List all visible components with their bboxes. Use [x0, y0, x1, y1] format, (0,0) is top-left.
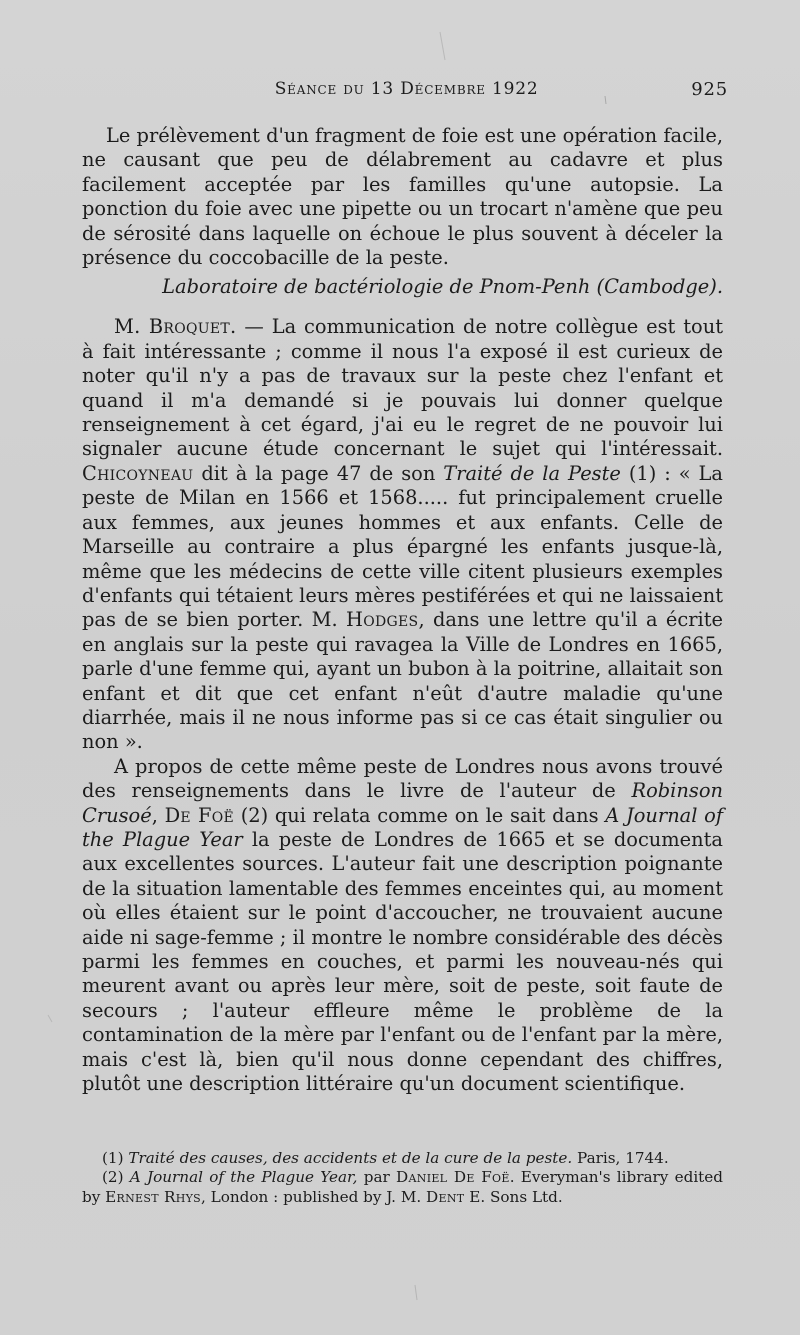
footnote-editor: Ernest Rhys	[105, 1187, 201, 1206]
text-run: dit à la page 47 de son	[193, 461, 444, 485]
text-run: (2) qui relata comme on le sait dans	[234, 803, 606, 827]
footnote-1	[82, 1149, 723, 1168]
footnotes	[82, 1149, 723, 1207]
footnote-publisher: Dent	[426, 1187, 465, 1206]
footnote-text: E. Sons Ltd.	[464, 1187, 563, 1206]
text-run: ,	[151, 803, 165, 827]
author-defoe: De Foë	[164, 803, 234, 827]
book-title-traite: Traité de la Peste	[443, 461, 621, 485]
footnote-text: . Everyman's library edited by	[82, 1168, 723, 1206]
text-run: , dans une lettre qu'il a écrite en anglais sur la peste qui ravagea la Ville de Londres en 1665, parle d'une femme qui, ayant un bubon à la poitrine, allaitait son enfant et dit que cet enfant n'eût d'autre maladie qu'une diarrhée, mais il ne nous informe pas si ce cas était singulier ou non ».	[82, 608, 723, 754]
footnote-text: Paris, 1744.	[572, 1149, 669, 1167]
page-number: 925	[691, 78, 728, 100]
running-header	[82, 77, 728, 101]
text-run: A propos de cette même peste de Londres nous avons trouvé des renseignements dans le livre de l'auteur de	[82, 754, 723, 803]
footnote-title: Traité des causes, des accidents et de la cure de la peste.	[128, 1149, 573, 1167]
text-run: — La communication de notre collègue est tout à fait intéressante ; comme il nous l'a exposé il est curieux de noter qu'il n'y a pas de travaux sur la peste chez l'enfant et quand il m'a demandé si je pouvais lui donner quelque renseignement à cet égard, j'ai eu le regret de ne pouvoir lui signaler aucune étude concernant le sujet qui l'intéressait.	[82, 315, 724, 461]
author-hodges: Hodges	[346, 608, 419, 632]
laboratory-signature: Laboratoire de bactériologie de Pnom-Penh (Cambodge).	[162, 275, 723, 299]
footnote-number: (2)	[102, 1168, 130, 1187]
running-title: Séance du 13 Décembre 1922	[274, 79, 539, 99]
footnote-author: Daniel De Foë	[396, 1168, 510, 1187]
book-title-robinson: Robinson Crusoé	[82, 779, 723, 827]
speaker-name: M. Broquet.	[114, 315, 237, 339]
author-chicoyneau: Chicoyneau	[82, 461, 194, 485]
main-text	[82, 124, 723, 1096]
text-run: la peste de Londres de 1665 et se documenta aux excellentes sources. L'auteur fait une description poignante de la situation lamentable des femmes enceintes qui, au moment où elles étaient sur le point d'accoucher, ne trouvaient aucune aide ni sage-femme ; il montre le nombre considérable des décès parmi les femmes en couches, et parmi les nouveau-nés qui meurent avant ou après leur mère, soit de peste, soit faute de secours ; l'auteur effleure même le problème de la contamination de la mère par l'enfant ou de l'enfant par la mère, mais c'est là, bien qu'il nous donne cependant des chiffres, plutôt une description littéraire qu'un document scientifique.	[82, 827, 723, 1096]
footnote-text: par	[357, 1168, 397, 1187]
paragraph-broquet	[82, 315, 723, 754]
footnote-2	[82, 1168, 723, 1207]
text-run: (1) : « La peste de Milan en 1566 et 1568..... fut principalement cruelle aux femmes, aux jeunes hommes et aux enfants. Celle de Marseille au contraire a plus épargné les enfants jusque-là, même que les médecins de cette ville citent plusieurs exemples d'enfants qui tétaient leurs mères pestiférées et qui ne laissaient pas de se bien porter. M.	[82, 461, 723, 632]
paragraph-london-plague	[82, 755, 723, 1097]
paragraph-liver-sampling: Le prélèvement d'un fragment de foie est une opération facile, ne causant que peu de délabrement au cadavre et plus facilement acceptée par les familles qu'une autopsie. La ponction du foie avec une pipette ou un trocart n'amène que peu de sérosité dans laquelle on échoue le plus souvent à déceler la présence du coccobacille de la peste.	[82, 124, 723, 270]
footnote-title: A Journal of the Plague Year,	[129, 1168, 358, 1187]
footnote-number: (1)	[102, 1149, 129, 1167]
footnote-text: , London : published by J. M.	[201, 1187, 427, 1206]
book-title-journal: A Journal of the Plague Year	[82, 803, 723, 851]
